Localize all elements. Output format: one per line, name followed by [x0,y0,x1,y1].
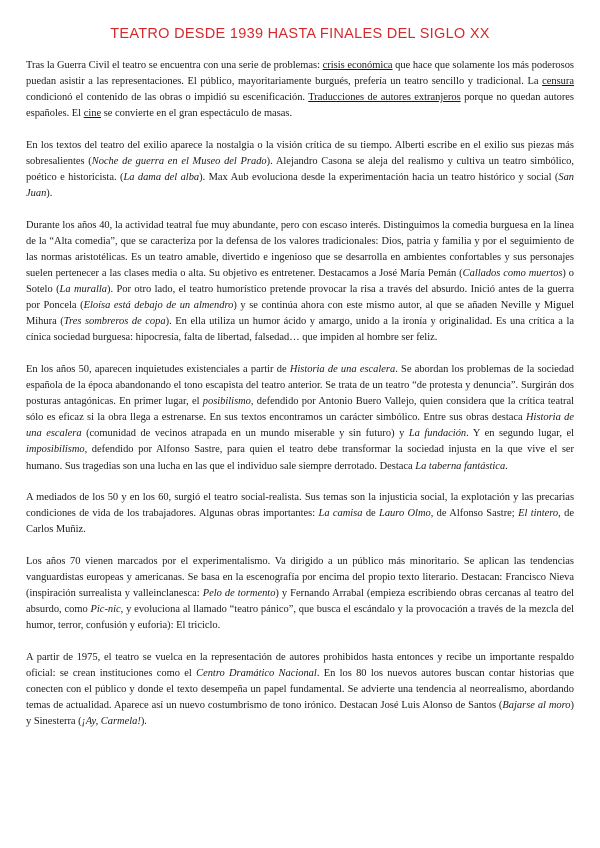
paragraph [26,554,574,634]
text-run: ). En ella utiliza un humor ácido y amargo, unido a la ironía y originalidad. Es una crítica a la cínica sociedad burguesa: hipocresía, falta de libertad, falsedad… que impiden al hombre ser feliz. [26,316,575,344]
text-run: ). [140,716,147,728]
italic-title: Eloísa está debajo de un almendro [83,300,234,312]
underlined-term: cine [83,108,102,120]
text-run: , defendido por Alfonso Sastre, para quien el teatro debe transformar la sociedad injusta en la que vive el ser humano. Sus tragedias son una lucha en las que el individuo sale siempre derrotado. Destaca [26,444,574,472]
italic-title: Bajarse al moro [502,700,571,712]
italic-title: Historia de una escalera [26,412,575,440]
text-run: A partir de 1975, el teatro se vuelca en la representación de autores prohibidos hasta entonces y recibe un importante respaldo oficial: se crean instituciones como el [26,651,574,679]
document-body [26,58,574,730]
italic-title: Noche de guerra en el Museo del Prado [91,155,267,167]
text-run: ) y Sinesterra ( [26,700,574,728]
text-run: . Y en segundo lugar, el [466,428,574,440]
italic-title: Pic-nic [90,604,121,616]
text-run: ). Alejandro Casona se aleja del realismo y cultiva un teatro simbólico, poético e historicista. ( [26,155,575,184]
text-run: , de Alfonso Sastre; [430,508,519,520]
text-run: , defendido por Antonio Buero Vallejo, quien considera que la crítica teatral sólo es eficaz si la obra llega a estrenarse. En sus textos encontramos un carácter simbólico. Entre sus obras destaca [26,396,574,424]
italic-title: Tres sombreros de copa [63,316,166,328]
text-run: A mediados de los 50 y en los 60, surgió el teatro social-realista. Sus temas son la injusticia social, la explotación y las precarias condiciones de vida de los trabajadores. Algunas obras importantes: [26,492,574,520]
text-run: (comunidad de vecinos atrapada en un mundo miserable y sin futuro) y [81,428,409,440]
underlined-term: Traducciones de autores extranjeros [308,92,461,104]
text-run: Durante los años 40, la actividad teatral fue muy abundante, pero con escaso interés. Distinguimos la comedia burguesa en la línea de la “Alta comedia”, que se caracteriza por la defensa de los valores tradicionales: Dios, patria y familia y por el seguimiento de las normas aristotélicas. Es un teatro amable, divertido e ingenioso que se desarrolla en ambientes confortables y sus personajes suelen pertenecer a las clases media o alta. Su objetivo es entretener. Destacamos a José María Pemán ( [26,219,574,280]
underlined-term: crisis económica [322,60,393,71]
text-run: En los textos del teatro del exilio aparece la nostalgia o la visión crítica de su tiempo. Alberti escribe en el exilio sus piezas más sobresalientes ( [26,139,574,167]
text-run: se convierte en el gran espectáculo de masas. [101,108,293,120]
paragraph [26,490,574,538]
paragraph [26,58,574,122]
text-run: En los años 50, aparecen inquietudes existenciales a partir de [26,364,290,375]
text-run: Los años 70 vienen marcados por el experimentalismo. Va dirigido a un público más minoritario. Se aplican las tendencias vanguardistas europeas y americanas. Se basa en la escenografía por encima del propio texto literario. Destacan: Francisco Nieva (inspiración surrealista y valleinclanesca: [26,555,574,600]
text-run: condicionó el contenido de las obras o impidió su escenificación. [26,92,309,104]
text-run: Tras la Guerra Civil el teatro se encuentra con una serie de problemas: [26,60,323,71]
text-run: ) o Sotelo ( [26,268,575,296]
italic-title: posibilismo [202,396,251,408]
text-run: . [505,460,508,472]
text-run: , de Carlos Muñiz. [26,508,574,536]
text-run: ). Por otro lado, el teatro humorístico pretende provocar la risa a través del absurdo. Inició antes de la guerra por Poncela ( [26,284,574,312]
text-run: porque no quedan autores españoles. El [26,92,574,120]
text-run: ). Max Aub evoluciona desde la experimentación hacia un teatro histórico y social ( [199,172,559,184]
text-run: . En los 80 los nuevos autores buscan contar historias que conecten con el público y donde el texto desempeña un papel fundamental. Se advierte una tendencia al neorrealismo, abordando temas de actualidad. Aparece así un nuevo costumbrismo de tono irónico. Destacan José Luis Alonso de Santos ( [26,668,574,712]
paragraph [26,218,574,347]
italic-title: imposibilismo [26,444,85,456]
italic-title: Callados como muertos [462,268,563,280]
italic-title: La muralla [59,284,108,296]
italic-title: La fundación [408,428,467,440]
text-run: que hace que solamente los más poderosos puedan asistir a las representaciones. El público, mayoritariamente burgués, prefería un teatro sencillo y tradicional. La [26,60,574,88]
italic-title: Lauro Olmo [379,508,431,520]
italic-title: La camisa [318,508,363,520]
text-run: , y evoluciona al llamado “teatro pánico”, que busca el escándalo y la provocación a través de la mezcla del humor, terror, confusión y euforia): El triciclo. [26,604,574,632]
italic-title: El tintero [518,508,559,520]
paragraph [26,650,574,730]
italic-title: Historia de una escalera [289,364,396,375]
text-run: de [362,508,380,520]
paragraph [26,362,574,475]
italic-title: Centro Dramático Nacional [196,668,317,679]
text-run: . Se abordan los problemas de la sociedad española de la época abandonando el tono escapista del teatro anterior. Se trata de un teatro “de protesta y denuncia”. Surgirán dos posturas antagónicas. En primer lugar, el [26,364,574,408]
italic-title: San Juan [26,172,574,200]
page-title: TEATRO DESDE 1939 HASTA FINALES DEL SIGLO XX [110,26,490,42]
italic-title: ¡Ay, Carmela! [81,716,141,728]
italic-title: La taberna fantástica [415,460,506,472]
italic-title: Pelo de tormento [202,588,276,600]
underlined-term: censura [542,76,574,88]
text-run: ) y se continúa ahora con este mismo autor, al que se añaden Neville y Miguel Mihura ( [26,300,574,328]
italic-title: La dama del alba [123,172,200,184]
paragraph [26,138,574,202]
text-run: ). [46,188,53,200]
text-run: ) y Fernando Arrabal (empieza escribiendo obras cercanas al teatro del absurdo, como [26,588,574,616]
